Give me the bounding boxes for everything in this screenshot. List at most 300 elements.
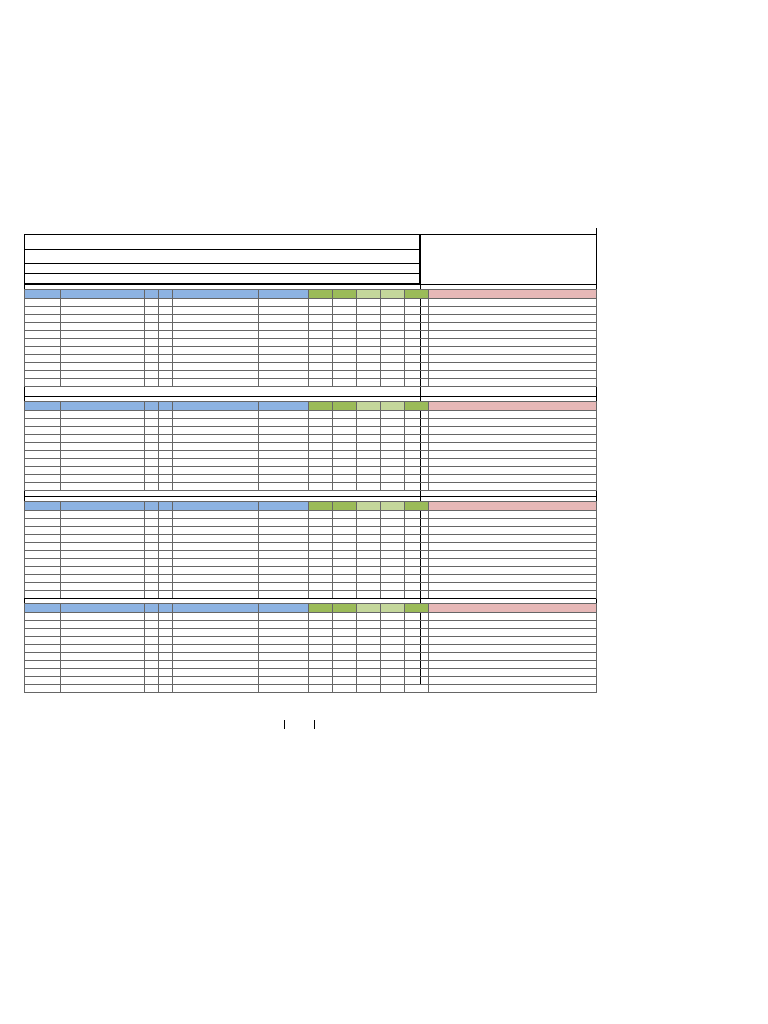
cell-wed — [357, 629, 381, 637]
column-header-observers — [429, 290, 597, 299]
cell-t — [145, 299, 159, 307]
cell-obs — [429, 451, 597, 459]
cell-code — [25, 411, 61, 419]
table-row — [25, 315, 597, 323]
cell-wed — [357, 551, 381, 559]
cell-instructor — [173, 677, 259, 685]
column-header-thu — [381, 604, 405, 613]
cell-fri — [405, 363, 429, 371]
cell-wed — [357, 307, 381, 315]
cell-t — [145, 685, 159, 693]
cell-tue — [333, 331, 357, 339]
cell-thu — [381, 363, 405, 371]
column-header-instructor — [173, 604, 259, 613]
cell-thu — [381, 475, 405, 483]
cell-wed — [357, 583, 381, 591]
cell-room — [259, 669, 309, 677]
cell-name — [61, 583, 145, 591]
table-row — [25, 677, 597, 685]
cell-tue — [333, 307, 357, 315]
cell-instructor — [173, 661, 259, 669]
cell-tue — [333, 661, 357, 669]
cell-fri — [405, 629, 429, 637]
cell-name — [61, 427, 145, 435]
cell-obs — [429, 653, 597, 661]
cell-u — [159, 637, 173, 645]
cell-tue — [333, 637, 357, 645]
cell-obs — [429, 551, 597, 559]
cell-t — [145, 527, 159, 535]
cell-wed — [357, 355, 381, 363]
table-row — [25, 583, 597, 591]
cell-thu — [381, 347, 405, 355]
cell-name — [61, 567, 145, 575]
cell-code — [25, 339, 61, 347]
cell-name — [61, 331, 145, 339]
cell-fri — [405, 315, 429, 323]
cell-fri — [405, 459, 429, 467]
column-header-fri — [405, 502, 429, 511]
cell-mon — [309, 355, 333, 363]
cell-thu — [381, 551, 405, 559]
cell-tue — [333, 459, 357, 467]
cell-name — [61, 307, 145, 315]
column-header-t — [145, 502, 159, 511]
cell-name — [61, 443, 145, 451]
footer-tick-right — [314, 720, 315, 729]
cell-thu — [381, 379, 405, 387]
cell-room — [259, 519, 309, 527]
cell-t — [145, 629, 159, 637]
cell-instructor — [173, 519, 259, 527]
cell-thu — [381, 567, 405, 575]
cell-fri — [405, 467, 429, 475]
column-header-mon — [309, 502, 333, 511]
cell-thu — [381, 331, 405, 339]
cell-thu — [381, 559, 405, 567]
cell-wed — [357, 459, 381, 467]
cell-name — [61, 621, 145, 629]
cell-code — [25, 551, 61, 559]
cell-tue — [333, 379, 357, 387]
cell-t — [145, 307, 159, 315]
cell-u — [159, 299, 173, 307]
cell-name — [61, 645, 145, 653]
cell-wed — [357, 613, 381, 621]
cell-obs — [429, 459, 597, 467]
cell-thu — [381, 451, 405, 459]
cell-name — [61, 435, 145, 443]
cell-u — [159, 661, 173, 669]
cell-name — [61, 629, 145, 637]
column-header-fri — [405, 604, 429, 613]
cell-u — [159, 575, 173, 583]
cell-thu — [381, 613, 405, 621]
cell-obs — [429, 483, 597, 491]
cell-u — [159, 511, 173, 519]
column-header-mon — [309, 402, 333, 411]
cell-u — [159, 435, 173, 443]
cell-tue — [333, 535, 357, 543]
cell-tue — [333, 543, 357, 551]
cell-u — [159, 411, 173, 419]
cell-fri — [405, 519, 429, 527]
cell-fri — [405, 307, 429, 315]
cell-mon — [309, 511, 333, 519]
cell-code — [25, 645, 61, 653]
cell-room — [259, 427, 309, 435]
cell-wed — [357, 451, 381, 459]
table-row — [25, 669, 597, 677]
cell-thu — [381, 629, 405, 637]
column-header-name — [61, 290, 145, 299]
cell-tue — [333, 653, 357, 661]
column-header-observers — [429, 604, 597, 613]
cell-mon — [309, 371, 333, 379]
cell-name — [61, 371, 145, 379]
cell-obs — [429, 443, 597, 451]
cell-instructor — [173, 427, 259, 435]
cell-thu — [381, 323, 405, 331]
cell-obs — [429, 645, 597, 653]
cell-name — [61, 677, 145, 685]
cell-name — [61, 685, 145, 693]
cell-tue — [333, 613, 357, 621]
cell-mon — [309, 645, 333, 653]
cell-tue — [333, 483, 357, 491]
cell-wed — [357, 511, 381, 519]
cell-name — [61, 411, 145, 419]
cell-name — [61, 637, 145, 645]
cell-room — [259, 443, 309, 451]
cell-instructor — [173, 467, 259, 475]
cell-mon — [309, 411, 333, 419]
table-row — [25, 527, 597, 535]
cell-tue — [333, 645, 357, 653]
cell-u — [159, 621, 173, 629]
cell-room — [259, 315, 309, 323]
cell-t — [145, 621, 159, 629]
cell-fri — [405, 685, 429, 693]
cell-thu — [381, 575, 405, 583]
table-row — [25, 559, 597, 567]
cell-instructor — [173, 363, 259, 371]
table-row — [25, 435, 597, 443]
cell-instructor — [173, 527, 259, 535]
cell-code — [25, 511, 61, 519]
table-header-row — [25, 604, 597, 613]
cell-thu — [381, 299, 405, 307]
cell-tue — [333, 629, 357, 637]
cell-fri — [405, 637, 429, 645]
cell-instructor — [173, 629, 259, 637]
cell-room — [259, 527, 309, 535]
cell-instructor — [173, 443, 259, 451]
cell-thu — [381, 527, 405, 535]
cell-thu — [381, 583, 405, 591]
table-header-row — [25, 290, 597, 299]
cell-name — [61, 661, 145, 669]
cell-mon — [309, 339, 333, 347]
table-row — [25, 451, 597, 459]
cell-thu — [381, 483, 405, 491]
cell-tue — [333, 339, 357, 347]
column-header-instructor — [173, 502, 259, 511]
cell-wed — [357, 621, 381, 629]
column-header-code — [25, 604, 61, 613]
cell-mon — [309, 331, 333, 339]
cell-wed — [357, 519, 381, 527]
cell-mon — [309, 519, 333, 527]
table-header-row — [25, 502, 597, 511]
cell-room — [259, 339, 309, 347]
schedule-section — [24, 496, 596, 599]
cell-code — [25, 475, 61, 483]
cell-t — [145, 371, 159, 379]
cell-wed — [357, 371, 381, 379]
cell-instructor — [173, 621, 259, 629]
cell-code — [25, 661, 61, 669]
cell-thu — [381, 355, 405, 363]
cell-instructor — [173, 567, 259, 575]
cell-name — [61, 451, 145, 459]
table-row — [25, 419, 597, 427]
cell-room — [259, 459, 309, 467]
schedule-table — [24, 501, 597, 599]
cell-fri — [405, 567, 429, 575]
cell-obs — [429, 331, 597, 339]
cell-obs — [429, 685, 597, 693]
cell-instructor — [173, 307, 259, 315]
cell-u — [159, 535, 173, 543]
cell-name — [61, 355, 145, 363]
cell-code — [25, 535, 61, 543]
column-header-instructor — [173, 402, 259, 411]
cell-t — [145, 535, 159, 543]
cell-code — [25, 559, 61, 567]
cell-wed — [357, 363, 381, 371]
cell-name — [61, 511, 145, 519]
column-header-fri — [405, 290, 429, 299]
cell-code — [25, 567, 61, 575]
cell-room — [259, 583, 309, 591]
cell-mon — [309, 315, 333, 323]
cell-name — [61, 379, 145, 387]
cell-tue — [333, 551, 357, 559]
cell-code — [25, 371, 61, 379]
cell-t — [145, 443, 159, 451]
cell-wed — [357, 567, 381, 575]
table-row — [25, 467, 597, 475]
cell-obs — [429, 411, 597, 419]
cell-room — [259, 637, 309, 645]
cell-code — [25, 653, 61, 661]
cell-fri — [405, 645, 429, 653]
cell-name — [61, 653, 145, 661]
cell-code — [25, 629, 61, 637]
cell-mon — [309, 653, 333, 661]
cell-tue — [333, 519, 357, 527]
cell-code — [25, 323, 61, 331]
cell-u — [159, 323, 173, 331]
cell-obs — [429, 543, 597, 551]
cell-code — [25, 621, 61, 629]
cell-wed — [357, 637, 381, 645]
cell-code — [25, 355, 61, 363]
cell-wed — [357, 299, 381, 307]
column-header-u — [159, 290, 173, 299]
cell-obs — [429, 379, 597, 387]
cell-obs — [429, 519, 597, 527]
cell-room — [259, 551, 309, 559]
cell-wed — [357, 315, 381, 323]
cell-instructor — [173, 299, 259, 307]
cell-obs — [429, 575, 597, 583]
cell-u — [159, 653, 173, 661]
cell-tue — [333, 583, 357, 591]
cell-code — [25, 427, 61, 435]
cell-fri — [405, 475, 429, 483]
cell-obs — [429, 347, 597, 355]
cell-instructor — [173, 347, 259, 355]
cell-mon — [309, 661, 333, 669]
cell-tue — [333, 299, 357, 307]
cell-thu — [381, 653, 405, 661]
cell-mon — [309, 613, 333, 621]
table-row — [25, 355, 597, 363]
cell-instructor — [173, 411, 259, 419]
cell-code — [25, 459, 61, 467]
cell-instructor — [173, 315, 259, 323]
cell-instructor — [173, 669, 259, 677]
cell-thu — [381, 637, 405, 645]
cell-tue — [333, 567, 357, 575]
cell-name — [61, 323, 145, 331]
cell-mon — [309, 299, 333, 307]
table-row — [25, 371, 597, 379]
cell-fri — [405, 435, 429, 443]
cell-name — [61, 467, 145, 475]
cell-u — [159, 677, 173, 685]
cell-t — [145, 427, 159, 435]
cell-tue — [333, 371, 357, 379]
cell-fri — [405, 379, 429, 387]
cell-obs — [429, 535, 597, 543]
footer-tick-left — [284, 720, 285, 729]
cell-u — [159, 613, 173, 621]
cell-instructor — [173, 459, 259, 467]
cell-fri — [405, 331, 429, 339]
cell-fri — [405, 419, 429, 427]
cell-code — [25, 443, 61, 451]
cell-fri — [405, 653, 429, 661]
table-row — [25, 613, 597, 621]
cell-thu — [381, 307, 405, 315]
cell-fri — [405, 443, 429, 451]
cell-instructor — [173, 551, 259, 559]
cell-mon — [309, 475, 333, 483]
cell-u — [159, 645, 173, 653]
cell-room — [259, 419, 309, 427]
cell-fri — [405, 427, 429, 435]
column-header-name — [61, 402, 145, 411]
cell-obs — [429, 669, 597, 677]
cell-mon — [309, 559, 333, 567]
cell-name — [61, 613, 145, 621]
cell-t — [145, 379, 159, 387]
cell-instructor — [173, 543, 259, 551]
table-row — [25, 379, 597, 387]
column-header-u — [159, 604, 173, 613]
cell-mon — [309, 543, 333, 551]
cell-mon — [309, 379, 333, 387]
cell-wed — [357, 347, 381, 355]
cell-obs — [429, 355, 597, 363]
cell-name — [61, 315, 145, 323]
cell-t — [145, 583, 159, 591]
cell-wed — [357, 575, 381, 583]
cell-u — [159, 475, 173, 483]
cell-thu — [381, 543, 405, 551]
cell-code — [25, 419, 61, 427]
table-row — [25, 443, 597, 451]
cell-fri — [405, 451, 429, 459]
column-header-t — [145, 290, 159, 299]
column-header-observers — [429, 502, 597, 511]
cell-fri — [405, 511, 429, 519]
cell-instructor — [173, 419, 259, 427]
column-header-room — [259, 604, 309, 613]
cell-wed — [357, 653, 381, 661]
table-row — [25, 459, 597, 467]
cell-room — [259, 355, 309, 363]
cell-obs — [429, 613, 597, 621]
cell-room — [259, 613, 309, 621]
cell-t — [145, 653, 159, 661]
cell-fri — [405, 339, 429, 347]
table-row — [25, 483, 597, 491]
cell-name — [61, 419, 145, 427]
cell-code — [25, 613, 61, 621]
cell-u — [159, 379, 173, 387]
cell-t — [145, 363, 159, 371]
cell-fri — [405, 559, 429, 567]
cell-mon — [309, 575, 333, 583]
cell-thu — [381, 315, 405, 323]
cell-t — [145, 315, 159, 323]
cell-t — [145, 419, 159, 427]
cell-instructor — [173, 435, 259, 443]
cell-name — [61, 669, 145, 677]
cell-t — [145, 511, 159, 519]
cell-tue — [333, 315, 357, 323]
cell-thu — [381, 661, 405, 669]
cell-instructor — [173, 653, 259, 661]
cell-name — [61, 519, 145, 527]
cell-u — [159, 567, 173, 575]
cell-obs — [429, 567, 597, 575]
cell-room — [259, 535, 309, 543]
cell-room — [259, 629, 309, 637]
column-header-wed — [357, 290, 381, 299]
table-row — [25, 323, 597, 331]
cell-name — [61, 339, 145, 347]
cell-u — [159, 483, 173, 491]
cell-wed — [357, 535, 381, 543]
cell-tue — [333, 363, 357, 371]
cell-u — [159, 459, 173, 467]
cell-tue — [333, 419, 357, 427]
